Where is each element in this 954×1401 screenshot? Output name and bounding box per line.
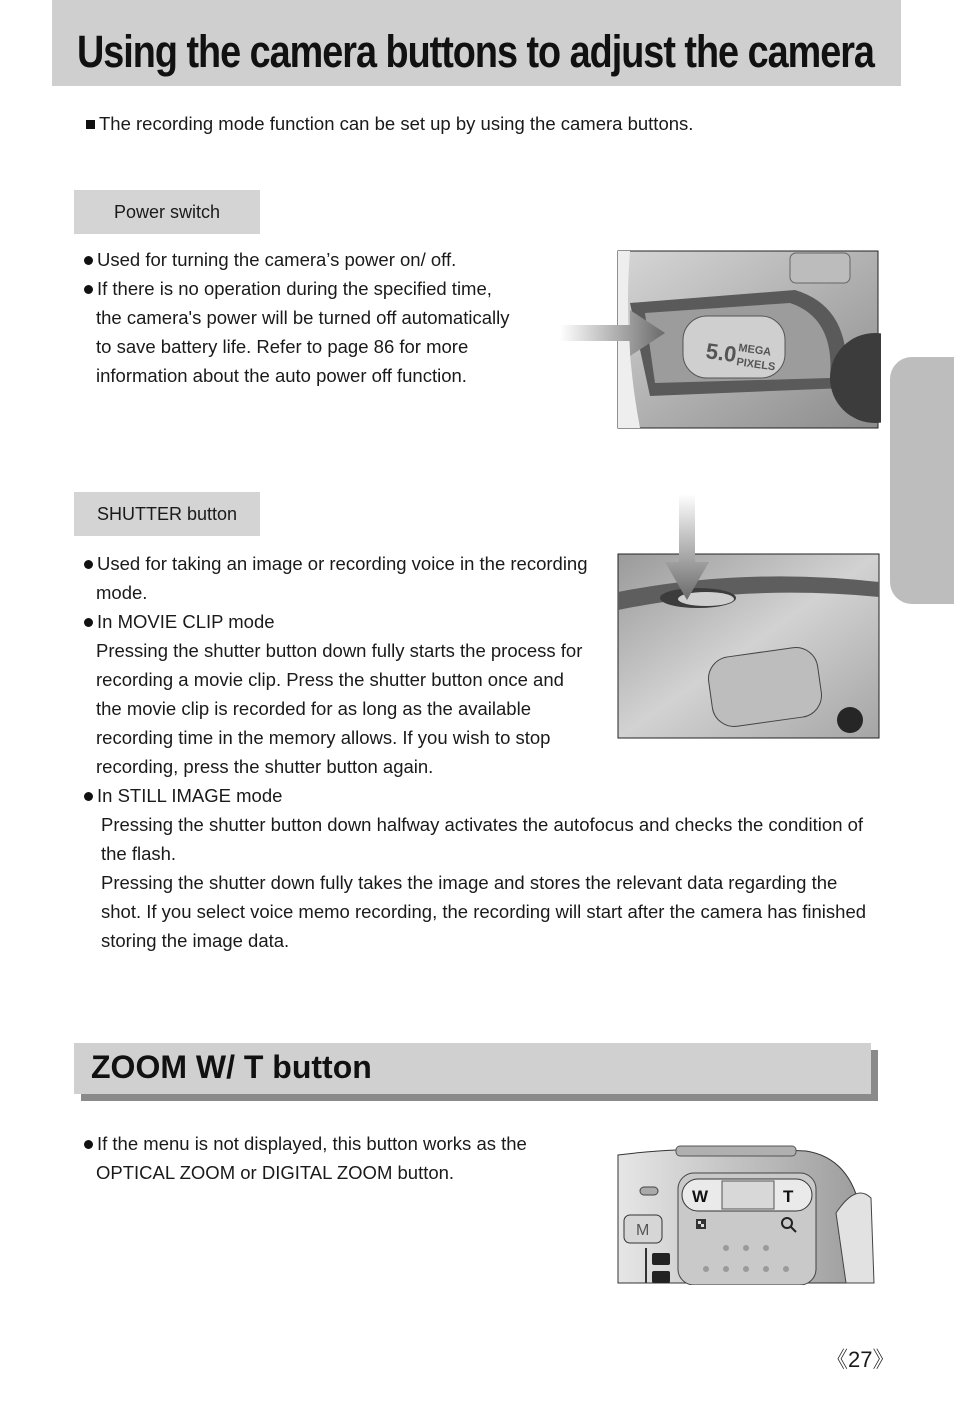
list-item: In MOVIE CLIP mode [84, 607, 866, 636]
title-band [52, 0, 901, 86]
figure-label-5-0: 5.0 [704, 338, 739, 368]
list-item: If there is no operation during the specified time, [84, 274, 509, 303]
figure-label-mega: MEGA [737, 342, 772, 359]
bullet-icon [84, 256, 93, 265]
mode-m-label: M [636, 1222, 650, 1239]
page-title: Using the camera buttons to adjust the camera [77, 26, 874, 77]
list-item: Used for taking an image or recording voice in the recording [84, 549, 866, 578]
list-item: If the menu is not displayed, this button works as the [84, 1129, 527, 1158]
zoom-w-label: W [692, 1187, 709, 1206]
zoom-description: If the menu is not displayed, this button works as the OPTICAL ZOOM or DIGITAL ZOOM button. [84, 1129, 527, 1187]
bullet-icon [84, 792, 93, 801]
page-number: 《27》 [826, 1347, 895, 1372]
double-angle-right-icon: 》 [872, 1347, 895, 1372]
bullet-icon [84, 285, 93, 294]
movie-icon [652, 1271, 670, 1283]
zoom-button-figure [616, 1143, 878, 1285]
shutter-button-figure [616, 492, 882, 742]
intro-text: The recording mode function can be set up by using the camera buttons. [86, 113, 693, 135]
bullet-icon [84, 618, 93, 627]
square-bullet-icon [86, 120, 95, 129]
shutter-button-description: Used for taking an image or recording voice in the recording mode. In MOVIE CLIP mode Pressing the shutter button down fully starts the process for recording a movie clip. Press the shutter button once and the movie clip is recorded for as long as the available recording time in the memory allows. If you wish to stop recording, press the shutter button again. In STILL IMAGE mode Pressing the shutter button down halfway activates the autofocus and checks the condition of the flash. Pressing the shutter down fully takes the image and stores the relevant data regarding the shot. If you select voice memo recording, the recording will start after the camera has finished storing the image data. [84, 549, 866, 955]
power-switch-description: Used for turning the camera’s power on/ off. If there is no operation during the specified time, the camera's power will be turned off automatically to save battery life. Refer to page 86 for more information about the auto power off function. [84, 245, 509, 390]
zoom-t-label: T [783, 1187, 794, 1206]
bullet-icon [84, 1140, 93, 1149]
bullet-icon [84, 560, 93, 569]
figure-label-pixels: PIXELS [735, 356, 776, 374]
list-item: Used for turning the camera’s power on/ off. [84, 245, 509, 274]
power-switch-label: Power switch [74, 190, 260, 234]
shutter-button-label: SHUTTER button [74, 492, 260, 536]
double-angle-left-icon: 《 [826, 1347, 849, 1372]
zoom-section-header: ZOOM W/ T button [74, 1043, 871, 1094]
camera-icon [652, 1253, 670, 1265]
power-switch-figure [555, 248, 881, 432]
list-item: In STILL IMAGE mode [84, 781, 866, 810]
side-tab [890, 357, 954, 604]
